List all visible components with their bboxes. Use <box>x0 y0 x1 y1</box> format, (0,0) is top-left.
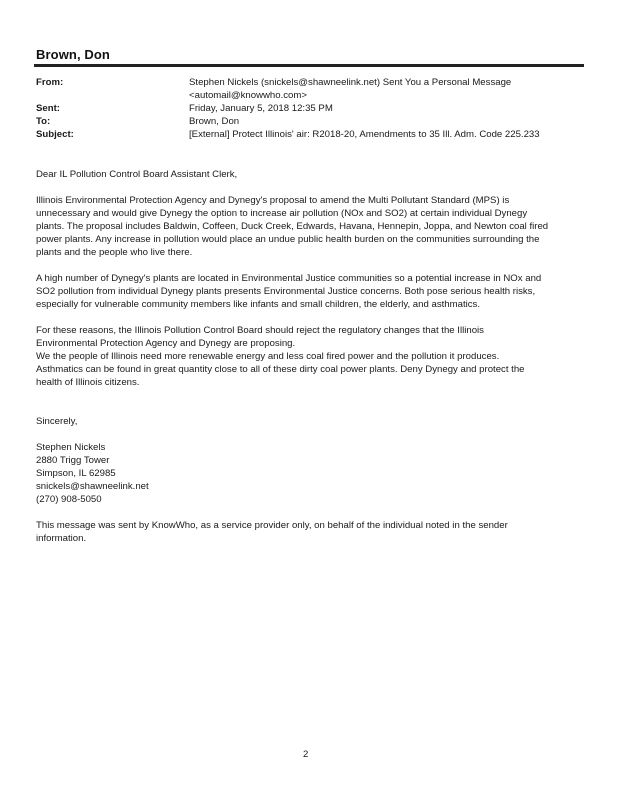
from-row <box>36 76 596 89</box>
signature-phone: (270) 908-5050 <box>36 494 102 505</box>
signature-street: 2880 Trigg Tower <box>36 455 110 466</box>
paragraph-line: We the people of Illinois need more renewable energy and less coal fired power and the pollution it produces. <box>36 351 500 362</box>
paragraph-line: power plants. Any increase in pollution would place an undue public health burden on the communities surrounding the <box>36 234 540 245</box>
from-value-line1: Stephen Nickels (snickels@shawneelink.net) Sent You a Personal Message <box>189 77 512 88</box>
signature-block <box>36 441 608 506</box>
header-divider <box>34 64 584 67</box>
greeting: Dear IL Pollution Control Board Assistant Clerk, <box>36 169 238 180</box>
page-number: 2 <box>303 749 309 760</box>
disclaimer-line: This message was sent by KnowWho, as a service provider only, on behalf of the individual noted in the sender <box>36 520 508 531</box>
paragraph-3 <box>36 324 608 389</box>
disclaimer <box>36 519 608 545</box>
from-row-cont <box>36 89 596 102</box>
paragraph-line: Illinois Environmental Protection Agency and Dynegy's proposal to amend the Multi Pollutant Standard (MPS) is <box>36 195 510 206</box>
disclaimer-line: information. <box>36 533 87 544</box>
paragraph-line: plants. The proposal includes Baldwin, Coffeen, Duck Creek, Edwards, Havana, Hennepin, Joppa, and Newton coal fired <box>36 221 549 232</box>
to-value: Brown, Don <box>189 116 240 127</box>
email-body <box>36 168 608 545</box>
to-label: To: <box>36 116 51 127</box>
closing: Sincerely, <box>36 416 78 427</box>
from-label: From: <box>36 77 64 88</box>
sent-label: Sent: <box>36 103 60 114</box>
paragraph-line: plants and the people who live there. <box>36 247 193 258</box>
signature-city: Simpson, IL 62985 <box>36 468 116 479</box>
paragraph-line: unnecessary and would give Dynegy the option to increase air pollution (NOx and SO2) at certain individual Dynegy <box>36 208 528 219</box>
paragraph-line: For these reasons, the Illinois Pollution Control Board should reject the regulatory changes that the Illinois <box>36 325 484 336</box>
paragraph-1 <box>36 194 608 259</box>
from-value-line2: <automail@knowwho.com> <box>189 90 307 101</box>
email-header <box>36 76 596 141</box>
paragraph-line: health of Illinois citizens. <box>36 377 140 388</box>
sent-value: Friday, January 5, 2018 12:35 PM <box>189 103 333 114</box>
paragraph-line: Asthmatics can be found in great quantity close to all of these dirty coal power plants. Deny Dynegy and protect the <box>36 364 525 375</box>
to-row <box>36 115 596 128</box>
subject-row <box>36 128 596 141</box>
paragraph-2 <box>36 272 608 311</box>
subject-label: Subject: <box>36 129 74 140</box>
paragraph-line: Environmental Protection Agency and Dynegy are proposing. <box>36 338 296 349</box>
paragraph-line: especially for vulnerable community members like infants and small children, the elderly, and asthmatics. <box>36 299 480 310</box>
paragraph-line: A high number of Dynegy's plants are located in Environmental Justice communities so a potential increase in NOx and <box>36 273 542 284</box>
subject-value: [External] Protect Illinois' air: R2018-20, Amendments to 35 Ill. Adm. Code 225.233 <box>189 129 540 140</box>
signature-email: snickels@shawneelink.net <box>36 481 149 492</box>
paragraph-line: SO2 pollution from individual Dynegy plants presents Environmental Justice concerns. Both pose serious health risks, <box>36 286 536 297</box>
mailbox-owner-name: Brown, Don <box>36 47 110 62</box>
sent-row <box>36 102 596 115</box>
signature-name: Stephen Nickels <box>36 442 106 453</box>
